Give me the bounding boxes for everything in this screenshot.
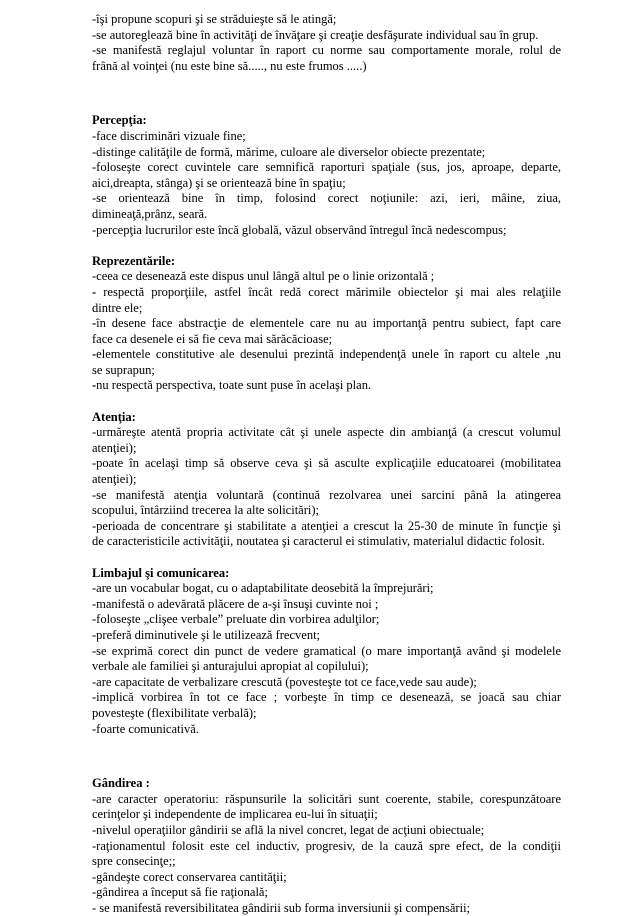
line-text: verbale ale familiei şi anturajului apropiat al copilului);: [92, 659, 369, 674]
section-perceptia: [92, 113, 561, 238]
line-text: -perioada de concentrare şi stabilitate a atenţiei a crescut la 25-30 de minute în funcţie şi: [92, 518, 561, 533]
text-line: [92, 581, 561, 597]
line-text: -se manifestă reglajul voluntar în raport cu norme sau comportamente morale, rolul de: [92, 43, 561, 58]
line-text: -foloseşte corect cuvintele care semnifică raporturi spaţiale (sus, jos, aproape, departe,: [92, 160, 561, 175]
text-line: [92, 363, 561, 379]
text-line: [92, 332, 561, 348]
bullet-dash: -: [92, 347, 97, 362]
line-text: de caracteristicile activităţii, noutatea şi caracterul ei stimulativ, materialul didactic folosit.: [92, 534, 545, 549]
text-line: [92, 456, 561, 472]
line-text: scopului, întârziind trecerea la alte solicitări);: [92, 503, 319, 518]
text-line: [92, 488, 561, 504]
line-text: -foarte comunicativă.: [92, 721, 199, 736]
text-line: [92, 503, 561, 519]
line-text: nu respectă perspectiva, toate sunt puse în acelaşi plan.: [96, 378, 372, 393]
text-line: [92, 901, 561, 916]
text-line: [92, 129, 561, 145]
section-heading-limbajul: Limbajul şi comunicarea:: [92, 565, 230, 580]
line-text: frână al voinţei (nu este bine să....., nu este frumos .....): [92, 58, 367, 73]
line-text: -manifestă o adevărată plăcere de a-şi însuşi cuvinte noi ;: [92, 596, 379, 611]
section-atentia: [92, 410, 561, 550]
line-text: atenţiei);: [92, 440, 137, 455]
document-page: [92, 12, 561, 916]
section-heading-reprezentarile: Reprezentările:: [92, 253, 176, 268]
line-text: -urmăreşte atentă propria activitate cât şi unele aspecte din ambianţă (a crescut volumul: [92, 425, 561, 440]
line-text: -raţionamentul folosit este cel inductiv, progresiv, de la cauză spre efect, de la condiţii: [92, 838, 561, 853]
section-heading-perceptia: Percepţia:: [92, 113, 147, 128]
line-text: -percepţia lucrurilor este încă globală, văzul observând întregul încă nedescompus;: [92, 222, 507, 237]
line-text: respectă proporţiile, astfel încât redă corect mărimile obiectelor şi mai ales relaţiile: [96, 284, 561, 299]
text-line: [92, 223, 561, 239]
bullet-dash: -: [92, 316, 97, 331]
line-text: cerinţelor şi independente de implicarea eu-lui în situaţii;: [92, 807, 378, 822]
text-line: [92, 441, 561, 457]
text-line: [92, 854, 561, 870]
text-line: [92, 191, 561, 207]
line-text: - se manifestă reversibilitatea gândirii sub forma inversiunii şi compensării;: [92, 900, 471, 915]
line-text: -foloseşte „clişee verbale” preluate din vorbirea adulţilor;: [92, 612, 380, 627]
spacer: [92, 737, 561, 776]
line-text: atenţiei);: [92, 472, 137, 487]
text-line: [92, 472, 561, 488]
section-gandirea: [92, 776, 561, 916]
text-line: [92, 628, 561, 644]
line-text: spre consecinţe;;: [92, 854, 176, 869]
line-text: dimineaţă,prânz, seară.: [92, 206, 208, 221]
spacer: [92, 394, 561, 410]
intro-section: [92, 12, 561, 74]
text-line: [92, 706, 561, 722]
text-line: [92, 807, 561, 823]
line-text: aici,dreapta, stânga) şi se orientează bine în spaţiu;: [92, 175, 346, 190]
text-line: [92, 378, 561, 394]
line-text: -se exprimă corect din punct de vedere gramatical (o mare importanţă având şi modelele: [92, 643, 561, 658]
line-text: -are capacitate de verbalizare crescută (povesteşte tot ce face,vede sau aude);: [92, 674, 477, 689]
line-text: -are caracter operatoriu: răspunsurile la solicitări sunt coerente, stabile, corespunzătoare: [92, 791, 561, 806]
spacer: [92, 550, 561, 566]
text-line: [92, 792, 561, 808]
section-limbajul: [92, 566, 561, 738]
section-reprezentarile: [92, 254, 561, 394]
line-text: -nivelul operaţiilor gândirii se află la nivel concret, legat de acţiuni obiectuale;: [92, 822, 485, 837]
line-text: povesteşte (flexibilitate verbală);: [92, 705, 257, 720]
text-line: [92, 597, 561, 613]
text-line: [92, 870, 561, 886]
text-line: [92, 347, 561, 363]
line-text: -preferă diminutivele şi le utilizează frecvent;: [92, 627, 321, 642]
text-line: [92, 675, 561, 691]
spacer: [92, 74, 561, 113]
text-line: [92, 28, 561, 44]
text-line: [92, 644, 561, 660]
text-line: [92, 59, 561, 75]
text-line: [92, 285, 561, 301]
line-text: -are un vocabular bogat, cu o adaptabilitate deosebită la împrejurări;: [92, 581, 434, 596]
text-line: [92, 839, 561, 855]
line-text: -ceea ce desenează este dispus unul lângă altul pe o linie orizontală ;: [92, 269, 435, 284]
text-line: [92, 612, 561, 628]
text-line: [92, 207, 561, 223]
text-line: [92, 301, 561, 317]
text-line: [92, 316, 561, 332]
line-text: -face discriminări vizuale fine;: [92, 128, 246, 143]
line-text: -îşi propune scopuri şi se străduieşte să le atingă;: [92, 12, 337, 26]
atentia-lines: [92, 425, 561, 550]
line-text: în desene face abstracţie de elementele care nu au importanţă pentru subiect, fapt care: [96, 316, 561, 331]
text-line: [92, 160, 561, 176]
bullet-dash: -: [92, 284, 97, 299]
line-text: -se autoreglează bine în activităţi de învăţare şi creaţie desfăşurate individual sau în grup.: [92, 27, 539, 42]
line-text: -se manifestă atenţia voluntară (continuă rezolvarea unei sarcini până la atingerea: [92, 487, 561, 502]
gandirea-lines: [92, 792, 561, 916]
limbajul-lines: [92, 581, 561, 737]
text-line: [92, 885, 561, 901]
perceptia-lines: [92, 129, 561, 238]
bullet-dash: -: [92, 378, 97, 393]
text-line: [92, 534, 561, 550]
text-line: [92, 425, 561, 441]
spacer: [92, 238, 561, 254]
text-line: [92, 722, 561, 738]
text-line: [92, 823, 561, 839]
line-text: -gândirea a început să fie raţională;: [92, 885, 268, 900]
reprezentarile-lines: [92, 269, 561, 394]
line-text: se suprapun;: [92, 362, 155, 377]
text-line: [92, 12, 561, 28]
line-text: elementele constitutive ale desenului prezintă independenţă unele în raport cu altele ,nu: [96, 347, 561, 362]
line-text: -poate în acelaşi timp să observe ceva şi să asculte explicaţiile educatoarei (mobilitatea: [92, 456, 561, 471]
text-line: [92, 690, 561, 706]
text-line: [92, 519, 561, 535]
text-line: [92, 176, 561, 192]
section-heading-atentia: Atenţia:: [92, 409, 136, 424]
text-line: [92, 269, 561, 285]
line-text: dintre ele;: [92, 300, 143, 315]
line-text: -gândeşte corect conservarea cantităţii;: [92, 869, 287, 884]
line-text: -se orientează bine în timp, folosind corect noţiunile: azi, ieri, mâine, ziua,: [92, 191, 561, 206]
line-text: face ca desenele ei să fie ceva mai sărăcăcioase;: [92, 331, 333, 346]
text-line: [92, 43, 561, 59]
text-line: [92, 145, 561, 161]
text-line: [92, 659, 561, 675]
section-heading-gandirea: Gândirea :: [92, 776, 150, 791]
line-text: -implică vorbirea în tot ce face ; vorbeşte în timp ce desenează, se joacă sau chiar: [92, 690, 561, 705]
line-text: -distinge calităţile de formă, mărime, culoare ale diverselor obiecte prezentate;: [92, 144, 486, 159]
